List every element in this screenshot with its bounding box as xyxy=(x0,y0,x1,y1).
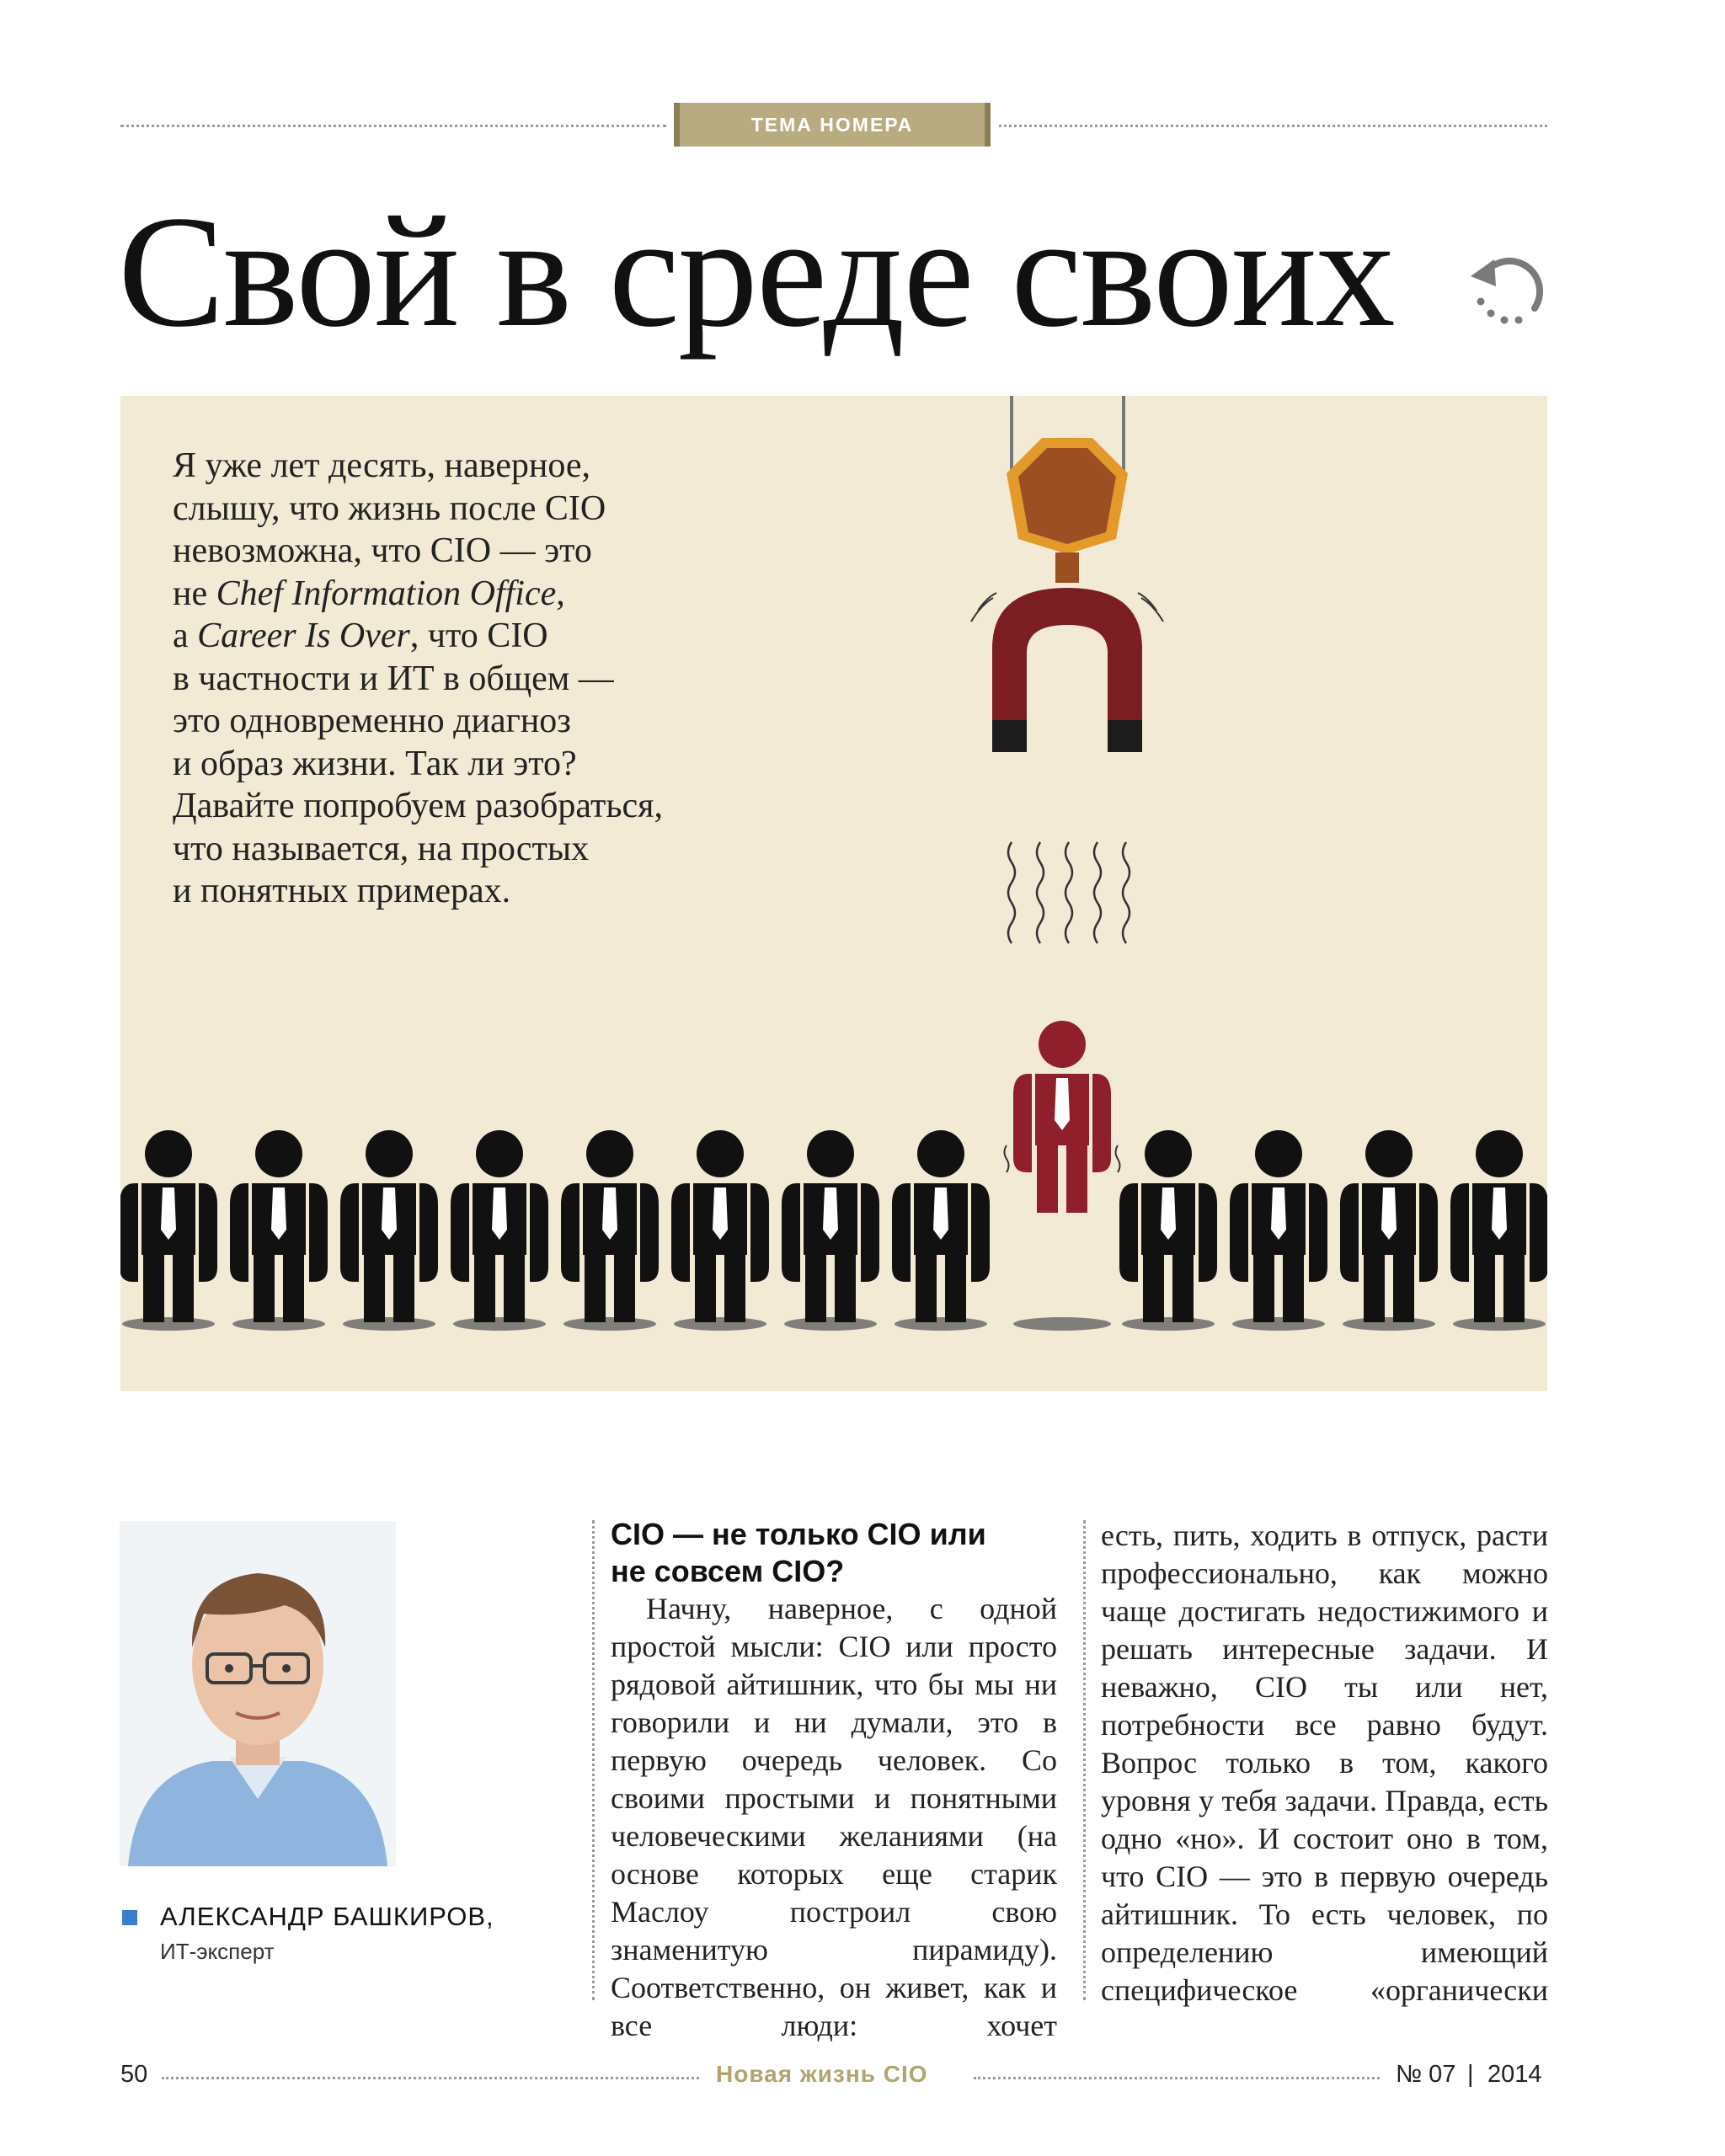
intro-line: что называется, на простых xyxy=(173,829,590,868)
intro-line: невозможна, что CIO — это xyxy=(173,531,592,570)
page-number: 50 xyxy=(120,2061,148,2088)
author-role: ИТ-эксперт xyxy=(160,1939,275,1964)
footer-rule-right xyxy=(974,2077,1380,2079)
article-column-1 xyxy=(611,1516,1057,2045)
page-title: Свой в среде своих xyxy=(118,184,1394,360)
footer-rule-left xyxy=(162,2077,699,2079)
person-figure-icon xyxy=(120,1130,1547,1322)
illustration-panel xyxy=(120,396,1547,1391)
issue-number: № 07 xyxy=(1396,2061,1456,2088)
magnet-icon xyxy=(971,438,1163,752)
author-photo xyxy=(120,1521,396,1866)
intro-line: не xyxy=(173,574,208,613)
subheading-line-2: не совсем CIO? xyxy=(611,1554,845,1588)
subheading-line-1: CIO — не только CIO или xyxy=(611,1517,986,1551)
intro-line: Я уже лет десять, наверное, xyxy=(173,446,591,485)
intro-text xyxy=(173,445,813,913)
back-arrow-icon[interactable] xyxy=(1466,243,1550,327)
intro-line: и образ жизни. Так ли это? xyxy=(173,744,577,783)
footer-separator: | xyxy=(1467,2061,1474,2088)
intro-italic: Chef Information Office xyxy=(216,574,557,613)
header-rule-right xyxy=(999,125,1547,127)
author-bullet xyxy=(122,1910,137,1925)
highlighted-person-figure xyxy=(1005,1021,1120,1213)
intro-line: и понятных примерах. xyxy=(173,872,511,910)
column-divider xyxy=(1083,1520,1086,2000)
article-column-2 xyxy=(1101,1517,1548,2009)
article-subheading xyxy=(611,1516,1057,1590)
magazine-name: Новая жизнь CIO xyxy=(716,2061,928,2087)
intro-line: а xyxy=(173,616,189,655)
author-name: АЛЕКСАНДР БАШКИРОВ, xyxy=(160,1902,494,1931)
intro-line: слышу, что жизнь после CIO xyxy=(173,488,606,528)
intro-line: , xyxy=(556,574,565,613)
intro-line: в частности и ИТ в общем — xyxy=(173,659,614,698)
intro-line: , что CIO xyxy=(409,616,548,655)
issue-year: 2014 xyxy=(1487,2061,1542,2088)
header-rule-left xyxy=(120,125,666,127)
article-paragraph: есть, пить, ходить в отпуск, расти профессионально, как можно чаще достигать недостижимого и решать интересные задачи. И неважно, CIO ты или нет, потребности все равно будут. Вопрос только в том, какого уровня у тебя задачи. Правда, есть одно «но». И состоит оно в том, что CIO — это в первую очередь айтишник. То есть человек, по определению имеющий специфическое «органически xyxy=(1101,1518,1548,2007)
intro-line: Давайте попробуем разобраться, xyxy=(173,787,663,825)
article-paragraph: Начну, наверное, с одной простой мысли: CIO или просто рядовой айтишник, что бы мы ни говорили и ни думали, это в первую очередь человек. Со своими простыми и понятными человеческими желаниями (на основе которых еще старик Маслоу построил свою знаменитую пирамиду). Соответственно, он живет, как и все люди: хочет xyxy=(611,1592,1057,2042)
intro-line: это одновременно диагноз xyxy=(173,702,571,740)
intro-italic: Career Is Over xyxy=(197,616,410,655)
column-divider xyxy=(592,1520,595,2000)
section-tag: ТЕМА НОМЕРА xyxy=(674,103,991,147)
